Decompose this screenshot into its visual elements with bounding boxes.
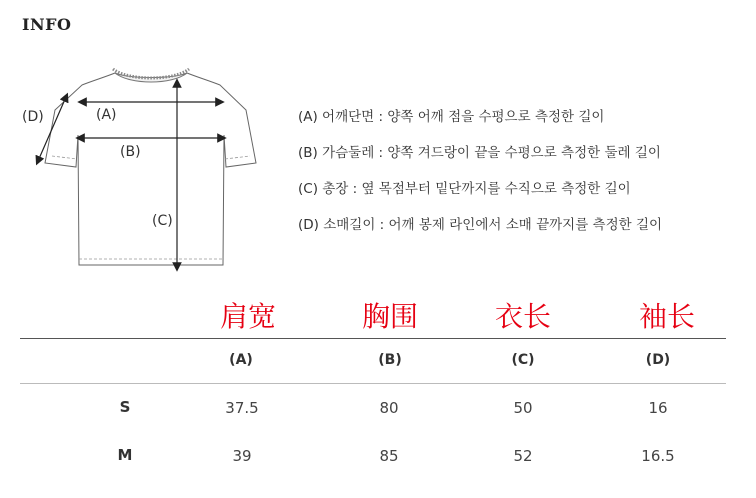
table-cell: 52 <box>513 447 533 465</box>
chinese-headers <box>0 295 756 335</box>
column-header-b: (B) <box>378 352 402 368</box>
size-label: M <box>117 446 133 464</box>
table-header-rule <box>20 383 726 384</box>
legend-line-b: (B) 가슴둘레 : 양쪽 겨드랑이 끝을 수평으로 측정한 둘레 길이 <box>298 145 661 161</box>
legend-line-c: (C) 총장 : 옆 목점부터 밑단까지를 수직으로 측정한 길이 <box>298 181 631 197</box>
table-top-rule <box>20 338 726 339</box>
size-label: S <box>119 398 131 416</box>
legend-line-d: (D) 소매길이 : 어깨 봉제 라인에서 소매 끝까지를 측정한 길이 <box>298 217 663 233</box>
table-cell: 85 <box>379 447 399 465</box>
table-cell: 50 <box>513 399 533 417</box>
legend-line-a: (A) 어깨단면 : 양쪽 어깨 점을 수평으로 측정한 길이 <box>298 109 605 125</box>
chinese-header-length: 衣长 <box>494 300 552 333</box>
column-header-d: (D) <box>645 352 671 368</box>
measure-c-label: (C) <box>152 213 173 229</box>
table-cell: 16.5 <box>641 447 675 465</box>
chinese-header-shoulder: 肩宽 <box>219 300 277 333</box>
table-cell: 37.5 <box>225 399 259 417</box>
measure-b-label: (B) <box>120 144 141 160</box>
measure-a-label: (A) <box>96 107 117 123</box>
tshirt-diagram <box>0 55 290 285</box>
table-cell: 80 <box>379 399 399 417</box>
chinese-header-chest: 胸围 <box>361 300 419 333</box>
column-header-c: (C) <box>511 352 535 368</box>
column-header-a: (A) <box>229 352 253 368</box>
measurement-legend <box>298 104 748 248</box>
info-title: INFO <box>22 15 72 34</box>
table-cell: 16 <box>648 399 668 417</box>
measure-d-label: (D) <box>22 109 44 125</box>
chinese-header-sleeve: 袖长 <box>638 300 696 333</box>
table-cell: 39 <box>232 447 252 465</box>
